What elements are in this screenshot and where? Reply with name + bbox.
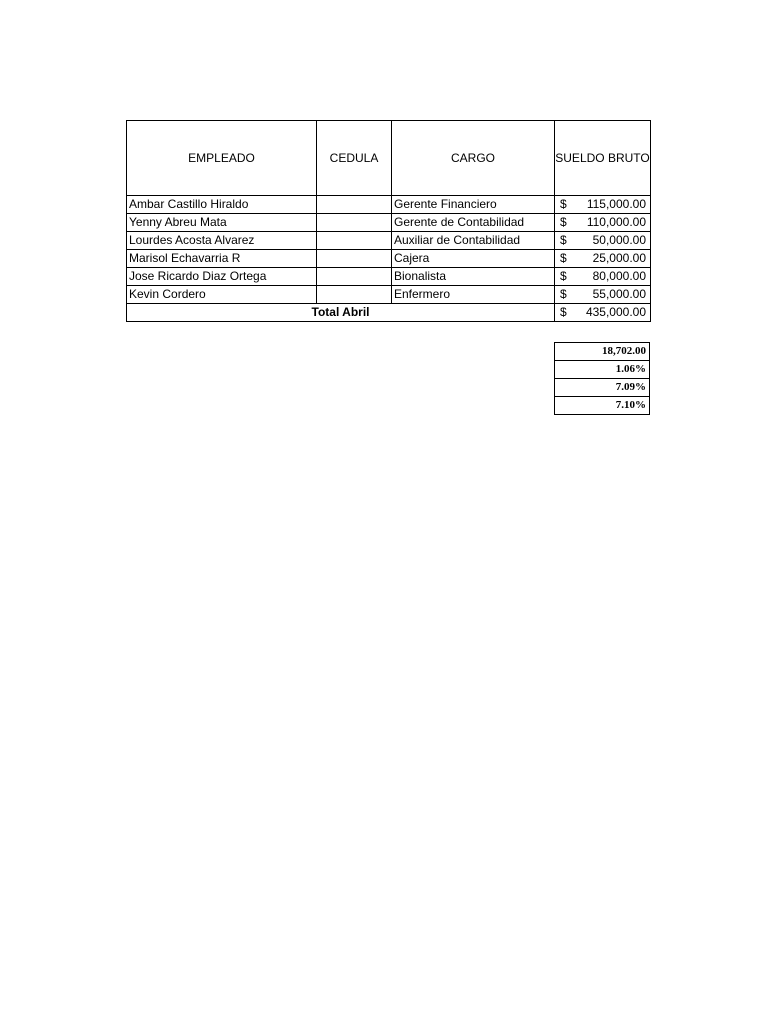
currency-symbol: $	[560, 305, 567, 319]
sueldo-value: 115,000.00	[586, 197, 646, 211]
total-row	[127, 304, 651, 322]
summary-row	[555, 397, 650, 415]
sueldo-value: 55,000.00	[592, 287, 646, 301]
sueldo-value: 80,000.00	[592, 269, 646, 283]
currency-symbol: $	[560, 287, 567, 301]
currency-symbol: $	[560, 215, 567, 229]
header-cargo: CARGO	[392, 121, 555, 196]
table-row	[127, 268, 651, 286]
sueldo-value: 50,000.00	[592, 233, 646, 247]
table-row	[127, 214, 651, 232]
cedula-cell	[317, 286, 392, 304]
summary-value: 7.09%	[555, 379, 650, 397]
currency-symbol: $	[560, 197, 567, 211]
total-cell	[555, 304, 651, 322]
header-row	[127, 121, 651, 196]
cedula-cell	[317, 268, 392, 286]
sueldo-cell	[555, 250, 651, 268]
currency-symbol: $	[560, 251, 567, 265]
total-label: Total Abril	[127, 304, 555, 322]
sueldo-cell	[555, 214, 651, 232]
summary-row	[555, 361, 650, 379]
summary-value: 18,702.00	[555, 343, 650, 361]
table-row	[127, 286, 651, 304]
empleado-cell: Ambar Castillo Hiraldo	[127, 196, 317, 214]
cargo-cell: Cajera	[392, 250, 555, 268]
cedula-cell	[317, 232, 392, 250]
table-row	[127, 250, 651, 268]
sueldo-cell	[555, 196, 651, 214]
cargo-cell: Bionalista	[392, 268, 555, 286]
empleado-cell: Jose Ricardo Diaz Ortega	[127, 268, 317, 286]
cargo-cell: Enfermero	[392, 286, 555, 304]
empleado-cell: Lourdes Acosta Alvarez	[127, 232, 317, 250]
cargo-cell: Auxiliar de Contabilidad	[392, 232, 555, 250]
currency-symbol: $	[560, 269, 567, 283]
sueldo-cell	[555, 286, 651, 304]
cedula-cell	[317, 250, 392, 268]
table-row	[127, 232, 651, 250]
payroll-table	[126, 120, 651, 322]
table-row	[127, 196, 651, 214]
summary-row	[555, 343, 650, 361]
empleado-cell: Marisol Echavarria R	[127, 250, 317, 268]
sueldo-cell	[555, 232, 651, 250]
currency-symbol: $	[560, 233, 567, 247]
summary-value: 1.06%	[555, 361, 650, 379]
header-empleado: EMPLEADO	[127, 121, 317, 196]
total-value: 435,000.00	[585, 305, 646, 319]
summary-row	[555, 379, 650, 397]
empleado-cell: Kevin Cordero	[127, 286, 317, 304]
sueldo-value: 110,000.00	[586, 215, 646, 229]
cedula-cell	[317, 214, 392, 232]
header-sueldo-bruto: SUELDO BRUTO	[555, 121, 651, 196]
summary-value: 7.10%	[555, 397, 650, 415]
empleado-cell: Yenny Abreu Mata	[127, 214, 317, 232]
cargo-cell: Gerente de Contabilidad	[392, 214, 555, 232]
sueldo-value: 25,000.00	[592, 251, 646, 265]
summary-table	[554, 342, 650, 415]
cedula-cell	[317, 196, 392, 214]
sueldo-cell	[555, 268, 651, 286]
header-cedula: CEDULA	[317, 121, 392, 196]
cargo-cell: Gerente Financiero	[392, 196, 555, 214]
